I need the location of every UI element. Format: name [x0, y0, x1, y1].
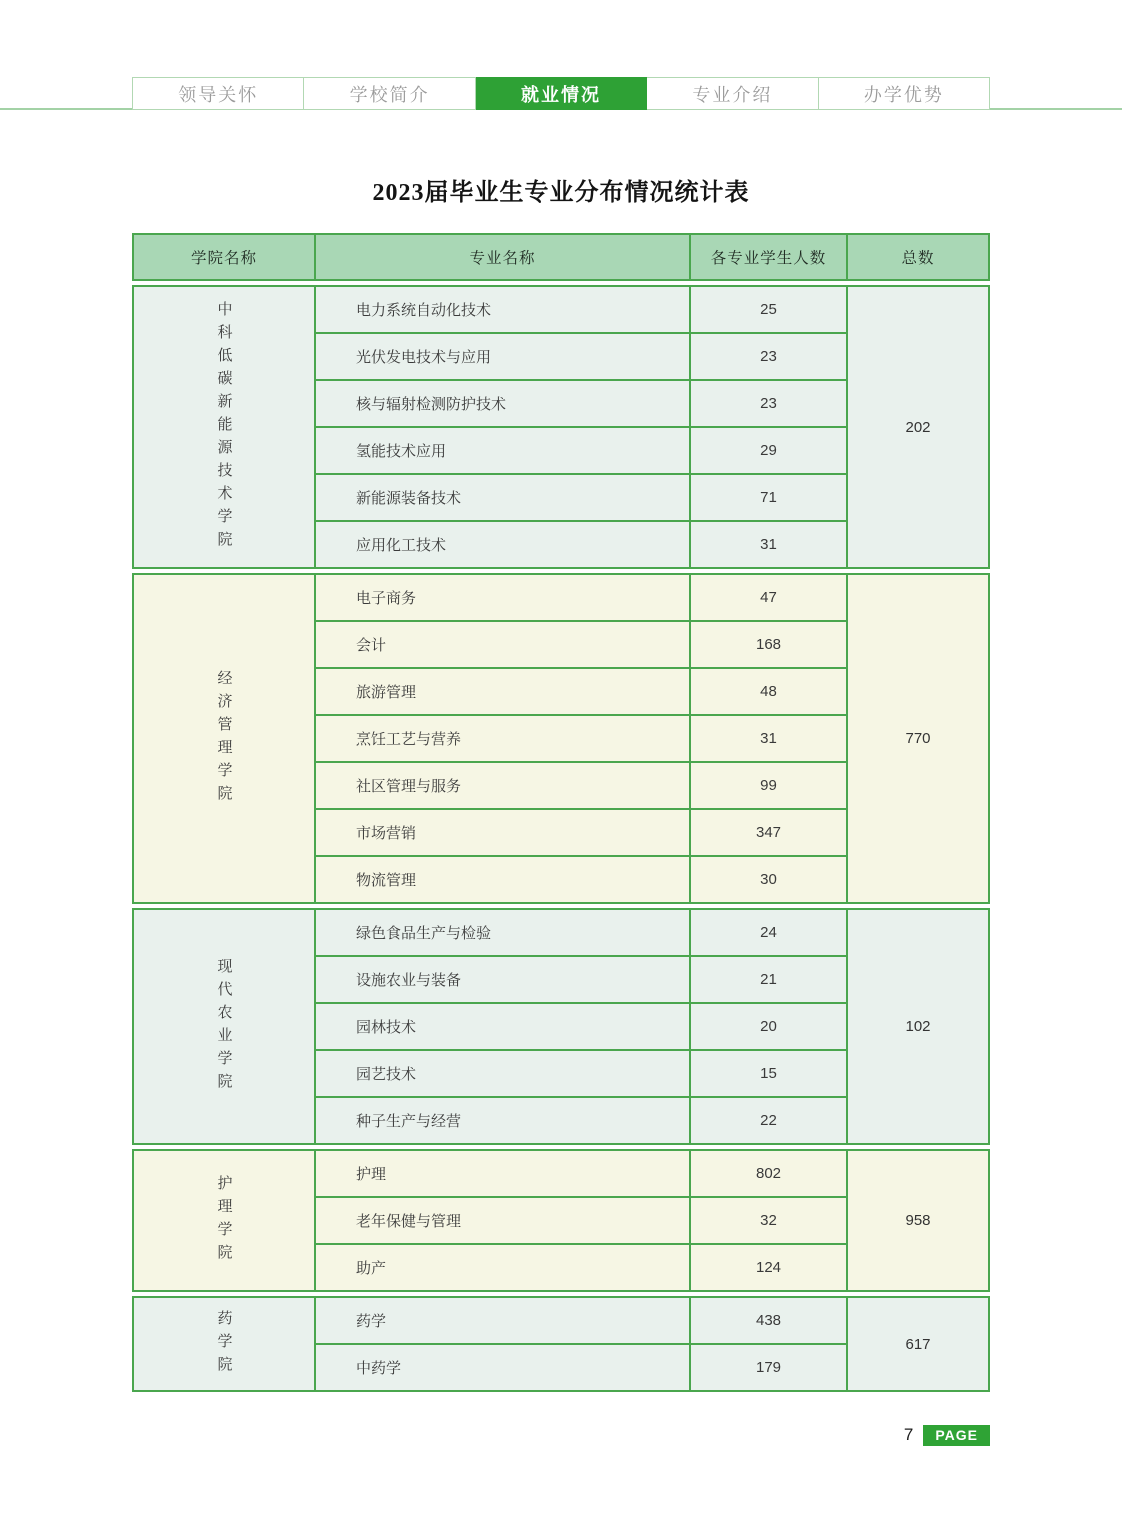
major-name-cell: 老年保健与管理 — [316, 1198, 689, 1243]
major-name-cell: 市场营销 — [316, 810, 689, 855]
college-group — [132, 908, 990, 1145]
college-name-cell — [134, 287, 314, 567]
college-total-cell: 102 — [848, 910, 988, 1143]
major-name-cell: 物流管理 — [316, 857, 689, 902]
college-group — [132, 573, 990, 904]
major-count-cell: 23 — [691, 381, 846, 426]
tab-employment[interactable]: 就业情况 — [476, 77, 647, 110]
college-total-cell: 958 — [848, 1151, 988, 1290]
college-name: 药学院 — [215, 1309, 233, 1379]
major-name-cell: 氢能技术应用 — [316, 428, 689, 473]
header-major: 专业名称 — [316, 235, 689, 279]
major-count-cell: 179 — [691, 1345, 846, 1390]
major-count-cell: 30 — [691, 857, 846, 902]
major-name-cell: 核与辐射检测防护技术 — [316, 381, 689, 426]
major-name-cell: 护理 — [316, 1151, 689, 1196]
table-body — [132, 285, 990, 1392]
college-name-cell — [134, 910, 314, 1143]
major-name-cell: 烹饪工艺与营养 — [316, 716, 689, 761]
major-name-cell: 会计 — [316, 622, 689, 667]
table-header-row — [132, 233, 990, 281]
major-name-cell: 园艺技术 — [316, 1051, 689, 1096]
major-name-cell: 新能源装备技术 — [316, 475, 689, 520]
major-count-cell: 802 — [691, 1151, 846, 1196]
major-count-cell: 124 — [691, 1245, 846, 1290]
major-count-cell: 24 — [691, 910, 846, 955]
major-name-cell: 园林技术 — [316, 1004, 689, 1049]
major-count-cell: 32 — [691, 1198, 846, 1243]
college-name-cell — [134, 1151, 314, 1290]
major-count-cell: 347 — [691, 810, 846, 855]
header-total: 总数 — [848, 235, 988, 279]
major-count-cell: 23 — [691, 334, 846, 379]
college-group — [132, 285, 990, 569]
major-count-cell: 21 — [691, 957, 846, 1002]
college-total-cell: 202 — [848, 287, 988, 567]
college-name: 中科低碳新能源技术学院 — [215, 300, 233, 554]
top-tabbar — [132, 77, 990, 110]
page-title: 2023届毕业生专业分布情况统计表 — [372, 180, 750, 206]
major-count-cell: 99 — [691, 763, 846, 808]
major-name-cell: 种子生产与经营 — [316, 1098, 689, 1143]
tab-majors-intro[interactable]: 专业介绍 — [647, 77, 818, 110]
major-name-cell: 助产 — [316, 1245, 689, 1290]
college-group — [132, 1296, 990, 1392]
major-name-cell: 绿色食品生产与检验 — [316, 910, 689, 955]
college-group — [132, 1149, 990, 1292]
college-total-cell: 770 — [848, 575, 988, 902]
college-name-cell — [134, 575, 314, 902]
tab-leadership[interactable]: 领导关怀 — [132, 77, 304, 110]
major-count-cell: 25 — [691, 287, 846, 332]
college-name: 护理学院 — [215, 1174, 233, 1267]
major-count-cell: 71 — [691, 475, 846, 520]
college-total-cell: 617 — [848, 1298, 988, 1390]
major-name-cell: 电子商务 — [316, 575, 689, 620]
major-name-cell: 设施农业与装备 — [316, 957, 689, 1002]
graduates-table — [132, 233, 990, 1396]
header-college: 学院名称 — [134, 235, 314, 279]
tab-school-intro[interactable]: 学校简介 — [304, 77, 475, 110]
major-count-cell: 48 — [691, 669, 846, 714]
major-count-cell: 31 — [691, 522, 846, 567]
major-count-cell: 29 — [691, 428, 846, 473]
major-count-cell: 22 — [691, 1098, 846, 1143]
major-count-cell: 31 — [691, 716, 846, 761]
header-student-count: 各专业学生人数 — [691, 235, 846, 279]
major-count-cell: 168 — [691, 622, 846, 667]
major-name-cell: 社区管理与服务 — [316, 763, 689, 808]
major-name-cell: 中药学 — [316, 1345, 689, 1390]
major-count-cell: 47 — [691, 575, 846, 620]
major-count-cell: 20 — [691, 1004, 846, 1049]
college-name: 经济管理学院 — [215, 669, 233, 808]
college-name: 现代农业学院 — [215, 957, 233, 1096]
tab-advantages[interactable]: 办学优势 — [819, 77, 990, 110]
page-badge: PAGE — [923, 1425, 990, 1446]
major-name-cell: 电力系统自动化技术 — [316, 287, 689, 332]
major-name-cell: 旅游管理 — [316, 669, 689, 714]
major-name-cell: 药学 — [316, 1298, 689, 1343]
major-name-cell: 光伏发电技术与应用 — [316, 334, 689, 379]
page-number: 7 — [903, 1425, 914, 1444]
college-name-cell — [134, 1298, 314, 1390]
major-count-cell: 15 — [691, 1051, 846, 1096]
page-footer — [132, 1423, 990, 1447]
major-count-cell: 438 — [691, 1298, 846, 1343]
major-name-cell: 应用化工技术 — [316, 522, 689, 567]
